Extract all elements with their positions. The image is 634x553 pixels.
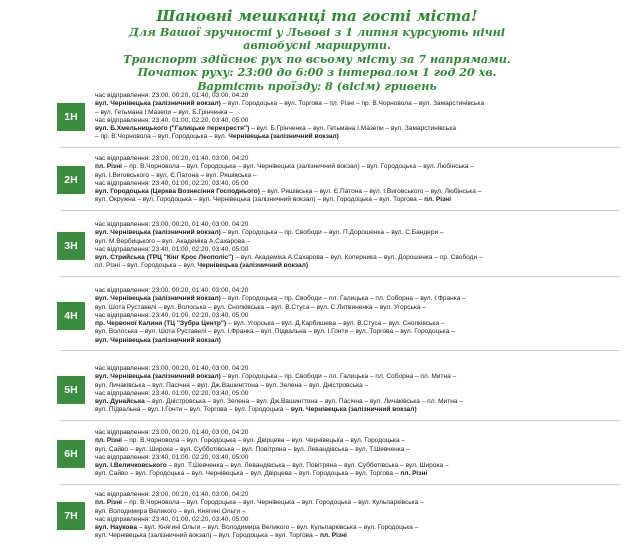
route-text: вул. Чернівецька (залізничний вокзал) – вул. Городоцька – вул. Торгова – bbox=[95, 532, 321, 540]
route-text: час відправлення: 23:00, 00:20, 01:40, 03:00, 04:20 bbox=[95, 92, 249, 99]
notice-line-2: автобусні маршрути. bbox=[243, 38, 391, 53]
terminal-stop: вул. Чернівецька (залізничний вокзал) bbox=[95, 295, 221, 303]
terminal-stop: вул. Б.Хмельницького ("Галицьке перехрестя") bbox=[95, 125, 250, 132]
route-line bbox=[95, 532, 620, 540]
route-line bbox=[95, 221, 620, 229]
route-line bbox=[95, 109, 620, 117]
route-line bbox=[95, 196, 620, 204]
terminal-stop: вул. Чернівецька (залізничний вокзал) bbox=[95, 336, 221, 344]
route-text: вул. Володимира Великого – вул. Княгині Ольги – bbox=[95, 507, 246, 515]
route-line bbox=[95, 373, 620, 381]
route-line bbox=[95, 155, 620, 163]
route-line bbox=[95, 172, 620, 180]
route-line bbox=[95, 382, 620, 390]
route-divider bbox=[60, 484, 620, 485]
route-text: – вул. Т.Шевченка – вул. Левандівська – вул. Повітряна – вул. Субботівська – вул. Широка – bbox=[166, 462, 449, 469]
route-text: час відправлення: 23:40, 01:00, 02:20, 03:40, 05:00 bbox=[95, 179, 249, 187]
route-text: – вул. Гетьмана І.Мазепи – вул. Б.Грінченка – bbox=[95, 108, 234, 116]
route-text: – пр. В.Чорновола – вул. Городоцька – вул. Чернівецька – вул. Городоцька – вул. Кульпарківська – bbox=[121, 499, 424, 507]
route-text: вул. І.Виговського – вул. Є.Патона – вул. Ряшівська – bbox=[95, 171, 257, 179]
terminal-stop: вул. Наукова bbox=[95, 524, 137, 531]
route-number-badge: 4Н bbox=[57, 302, 85, 330]
route-line bbox=[95, 163, 620, 171]
route-text: – вул. Городоцька – пр. Свободи – пл. Галицька – пл. Соборна – вул. І.Франка – bbox=[220, 295, 466, 303]
route-text: вул. Личаківська – вул. Пасічна – вул. Дж.Вашингтона – вул. Зелена – вул. Дністровська – bbox=[95, 381, 369, 389]
terminal-stop: пл. Різні bbox=[95, 499, 122, 507]
route-divider bbox=[60, 350, 620, 351]
route-text: час відправлення: 23:00, 00:20, 01:40, 03:00, 04:20 bbox=[95, 221, 249, 228]
route-stops bbox=[95, 491, 620, 541]
notice-line-3: Транспорт здійсноє рух по всьому місту за 7 напрямами. bbox=[123, 51, 511, 66]
notice-title: Шановні мешканці та гості міста! bbox=[156, 7, 478, 25]
route-block bbox=[60, 365, 620, 415]
route-text: – вул. Княгині Ольги – вул. Володимира Великого – вул. Кульпарківська – вул. Городоцька – bbox=[137, 524, 419, 531]
terminal-stop: вул. Чернівецька (залізничний вокзал) bbox=[95, 229, 221, 237]
route-line bbox=[95, 337, 620, 345]
route-stops bbox=[95, 221, 620, 271]
route-line bbox=[95, 246, 620, 254]
route-text: – вул. Б.Грінченка – вул. Гетьмана І.Мазепи – вул. Замарстинівська bbox=[249, 125, 456, 132]
route-text: – вул. Городоцька – пр. Свободи – пл. Галицька – пл. Соборна – пл. Митна – bbox=[220, 373, 457, 381]
terminal-stop: вул. Чернівецька (залізничний вокзал) bbox=[95, 373, 221, 381]
route-block bbox=[60, 155, 620, 205]
route-divider bbox=[60, 276, 620, 277]
route-line bbox=[95, 491, 620, 499]
terminal-stop: вул. І.Величковського bbox=[95, 462, 167, 469]
terminal-stop: пл. Різні bbox=[95, 163, 122, 171]
route-divider bbox=[60, 210, 620, 211]
route-text: вул. Шота Руставелі – вул. Волоська – вул. Снопківська – вул. В.Стуса – вул. С.Литвиненка – вул. Угорська – bbox=[95, 303, 427, 311]
route-text: час відправлення: 23:40, 01:00, 02:20, 03:40, 05:00 bbox=[95, 245, 249, 253]
terminal-stop: пл. Різні bbox=[400, 470, 428, 478]
terminal-stop: вул. Чернівецька (залізничний вокзал) bbox=[95, 100, 221, 108]
route-line bbox=[95, 437, 620, 445]
route-line bbox=[95, 462, 620, 470]
route-text: – пр. В.Чорновола – вул. Городоцька – вул. Двірцева – вул. Чернівецька – вул. Городоцька – bbox=[121, 437, 406, 445]
route-line bbox=[95, 499, 620, 507]
route-text: час відправлення: 23:40, 01:00, 02:20, 03:40, 05:00 bbox=[95, 116, 249, 124]
route-line bbox=[95, 188, 620, 196]
route-number-badge: 2Н bbox=[57, 166, 85, 194]
terminal-stop: вул. Городоцька (Церква Вознесіння Господнього) bbox=[95, 188, 260, 195]
route-line bbox=[95, 92, 620, 100]
route-text: час відправлення: 23:00, 00:20, 01:40, 03:00, 04:20 bbox=[95, 365, 249, 372]
route-block bbox=[60, 221, 620, 271]
terminal-stop: вул. Стрийська (ТРЦ "Кінг Крос Леополіс") bbox=[95, 254, 234, 261]
route-line bbox=[95, 454, 620, 462]
route-line bbox=[95, 320, 620, 328]
route-stops bbox=[95, 287, 620, 345]
route-text: час відправлення: 23:00, 00:20, 01:40, 03:00, 04:20 bbox=[95, 155, 249, 162]
route-text: час відправлення: 23:40, 01:00, 02:20, 03:40, 05:00 bbox=[95, 515, 249, 523]
route-stops bbox=[95, 155, 620, 205]
route-block bbox=[60, 491, 620, 541]
route-number-badge: 7Н bbox=[57, 502, 85, 530]
notice-line-4: Початок руху: 23:00 до 6:00 з інтервалом 1 год 20 хв. bbox=[137, 65, 497, 80]
route-line bbox=[95, 295, 620, 303]
terminal-stop: вул. Дунайська bbox=[95, 398, 145, 405]
route-text: – пр. В.Чорновола – вул. Городоцька – вул. bbox=[95, 133, 229, 141]
route-text: вул. Окружна – вул. Городоцька – вул. Чернівецька (залізничний вокзал) – вул. Городоцька – вул. Торгова – bbox=[95, 196, 425, 204]
terminal-stop: пл. Різні bbox=[95, 437, 122, 445]
route-line bbox=[95, 446, 620, 454]
route-stops bbox=[95, 92, 620, 142]
route-line bbox=[95, 524, 620, 532]
route-line bbox=[95, 262, 620, 270]
route-line bbox=[95, 287, 620, 295]
route-text: вул. Підвальна – вул. І.Гонти – вул. Торгова – вул. Городоцька – bbox=[95, 406, 291, 414]
notice-line-5: Вартість проїзду: 8 (вісім) гривень bbox=[197, 78, 437, 93]
route-divider bbox=[60, 147, 620, 148]
route-line bbox=[95, 254, 620, 262]
route-text: – вул. Дністровська – вул. Зелена – вул. Дж.Вашингтона – вул. Пасічна – вул. Личаківська – пл. Митна – bbox=[144, 398, 463, 405]
route-line bbox=[95, 180, 620, 188]
route-line bbox=[95, 100, 620, 108]
route-text: час відправлення: 23:40, 01:00, 02:20, 03:40, 05:00 bbox=[95, 453, 249, 461]
route-block bbox=[60, 287, 620, 345]
route-number-badge: 5Н bbox=[57, 376, 85, 404]
route-text: час відправлення: 23:00, 00:20, 01:40, 03:00, 04:20 bbox=[95, 287, 249, 294]
route-text: – вул. Городоцька – пр. Свободи – вул. П.Дорошенка – вул. С.Бандери – bbox=[220, 229, 444, 237]
route-line bbox=[95, 516, 620, 524]
route-line bbox=[95, 133, 620, 141]
terminal-stop: пл. Різні bbox=[320, 532, 347, 540]
route-divider bbox=[60, 420, 620, 421]
route-text: вул. Сайво – вул. Городоцька – вул. Чернівецька – вул. Двірцева – вул. Городоцька – вул. Торгова – bbox=[95, 470, 401, 478]
route-line bbox=[95, 304, 620, 312]
route-text: – вул. Академіка А.Сахарова – вул. Коперника – вул. Дорошенка – пр. Свободи – bbox=[233, 254, 483, 261]
route-line bbox=[95, 328, 620, 336]
route-line bbox=[95, 365, 620, 373]
route-stops bbox=[95, 429, 620, 479]
route-text: час відправлення: 23:00, 00:20, 01:40, 03:00, 04:20 bbox=[95, 491, 249, 498]
route-line bbox=[95, 117, 620, 125]
terminal-stop: вул. Чернівецька (залізничний вокзал) bbox=[290, 406, 417, 414]
route-text: час відправлення: 23:40, 01:00, 02:20, 03:40, 05:00 bbox=[95, 389, 249, 397]
route-text: – вул. Городоцька – вул. Торгова – пл. Різні – пр. В.Чорновола – вул. Замарстинівська bbox=[220, 100, 485, 108]
route-text: пл. Різні – вул. Городоцька – вул. bbox=[95, 262, 198, 270]
route-text: вул. Волоська – вул. Шота Руставелі – вул. І.Франка – вул. Підвальна – вул. І.Гонти – вул. Торгова – вул. Городоцька – bbox=[95, 328, 455, 336]
route-line bbox=[95, 125, 620, 133]
route-line bbox=[95, 390, 620, 398]
route-line bbox=[95, 229, 620, 237]
terminal-stop: Чернівецька (залізничний вокзал) bbox=[228, 133, 339, 141]
terminal-stop: пл. Різні bbox=[424, 196, 452, 204]
route-line bbox=[95, 238, 620, 246]
route-text: – вул. Угорська – вул. Д.Карбишева – вул. В.Стуса – вул. Снопківська – bbox=[226, 320, 445, 327]
notice-line-1: Для Вашої зручності у Львові з 1 липня курсують нічні bbox=[128, 25, 506, 39]
route-block bbox=[60, 92, 620, 142]
route-number-badge: 1Н bbox=[57, 103, 85, 131]
route-number-badge: 3Н bbox=[57, 232, 85, 260]
route-stops bbox=[95, 365, 620, 415]
route-text: вул. Сайво – вул. Широка – вул. Субботівська – вул. Повітряна – вул. Левандівська – вул. Т.Шевченка – bbox=[95, 445, 410, 453]
route-block bbox=[60, 429, 620, 479]
route-text: час відправлення: 23:00, 00:20, 01:40, 03:00, 04:20 bbox=[95, 429, 249, 436]
route-line bbox=[95, 312, 620, 320]
terminal-stop: пр. Червоної Калини (ТЦ "Зубра Центр") bbox=[95, 320, 227, 327]
notice-header bbox=[0, 6, 634, 93]
route-line bbox=[95, 508, 620, 516]
route-text: вул. М.Вербицького – вул. Академіка А.Сахарова – bbox=[95, 237, 251, 245]
route-text: – вул. Ряшівська – вул. Є.Патона – вул. І.Виговського – вул. Любінська – bbox=[259, 188, 482, 195]
route-line bbox=[95, 406, 620, 414]
terminal-stop: Чернівецька (залізничний вокзал) bbox=[197, 262, 309, 270]
route-line bbox=[95, 398, 620, 406]
route-line bbox=[95, 429, 620, 437]
route-line bbox=[95, 470, 620, 478]
route-text: час відправлення: 23:40, 01:00, 02:20, 03:40, 05:00 bbox=[95, 311, 249, 319]
route-number-badge: 6Н bbox=[57, 440, 85, 468]
route-text: – пр. В.Чорновола – вул. Городоцька – вул. Чернівецька (залізничний вокзал) – вул. Городоцька – вул. Любінська – bbox=[121, 163, 475, 171]
